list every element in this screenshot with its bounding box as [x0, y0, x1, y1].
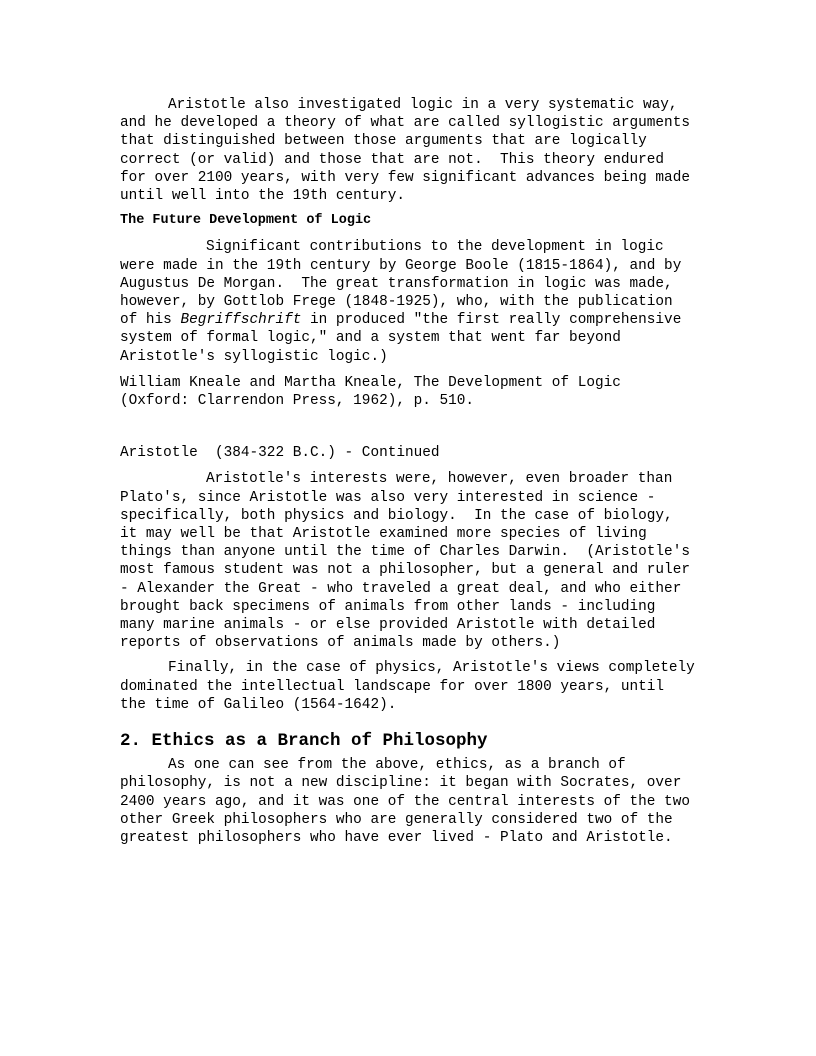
paragraph-ethics: As one can see from the above, ethics, as a branch of philosophy, is not a new discipline: it began with Socrates, over 2400 years ago, and it was one of the central interests of the two other Greek philosophers who are generally considered two of the greatest philosophers who have ever lived - Plato and Aristotle.: [120, 757, 699, 846]
paragraph-text-part2: in produced "the first really comprehensive system of formal logic," and a system that went far beyond Aristotle's syllogistic logic.): [120, 312, 690, 365]
heading-aristotle-continued: Aristotle (384-322 B.C.) - Continued: [120, 445, 440, 462]
paragraph-aristotle-interests: Aristotle's interests were, however, even broader than Plato's, since Aristotle was also very interested in science - specifically, both physics and biology. In the case of biology, it may well be that Aristotle examined more species of living things than anyone until the time of Charles Darwin. (Aristotle's most famous student was not a philosopher, but a general and ruler - Alexander the Great - who traveled a great deal, and who either brought back specimens of animals from other lands - including many marine animals - or else provided Aristotle with detailed reports of observations of animals made by others.): [120, 471, 699, 652]
paragraph-aristotle-logic: Aristotle also investigated logic in a very systematic way, and he developed a theory of what are called syllogistic arguments that distinguished between those arguments that are logically correct (or valid) and those that are not. This theory endured for over 2100 years, with very few significant advances being made until well into the 19th century.: [120, 97, 699, 205]
book-title-begriffschrift: Begriffschrift: [180, 312, 302, 329]
heading-future-development: The Future Development of Logic: [120, 213, 372, 229]
paragraph-text-part1: Significant contributions to the development in logic were made in the 19th century by George Boole (1815-1864), and by Augustus De Morgan. The great transformation in logic was made, however, by Gottlob Frege (1848-1925), who, with the publication of his: [120, 239, 690, 329]
document-page: [120, 96, 704, 847]
citation: William Kneale and Martha Kneale, The Development of Logic (Oxford: Clarrendon Press, 1962), p. 510.: [120, 374, 630, 410]
section-heading-ethics: 2. Ethics as a Branch of Philosophy: [120, 731, 488, 752]
paragraph-logic-contributions: [120, 238, 696, 365]
paragraph-physics: Finally, in the case of physics, Aristotle's views completely dominated the intellectual landscape for over 1800 years, until the time of Galileo (1564-1642).: [120, 660, 704, 713]
